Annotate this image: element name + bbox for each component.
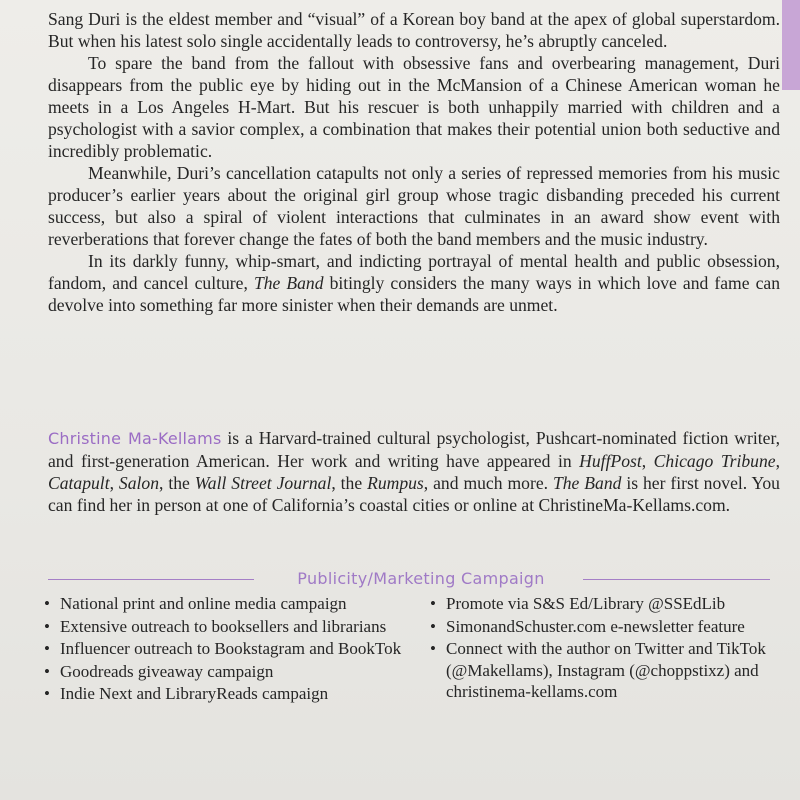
separator: , (109, 473, 119, 493)
separator: , the (159, 473, 195, 493)
list-item: • SimonandSchuster.com e-newsletter feature (428, 616, 778, 638)
publication: Catapult (48, 473, 110, 493)
paragraph-text: In its darkly funny, whip-smart, and indicting portrayal of mental health and public obsession, fandom, and cancel culture, (48, 251, 780, 293)
campaign-list-left (42, 593, 402, 706)
campaign-list-right (428, 593, 778, 704)
separator: , (775, 451, 780, 471)
divider (583, 579, 770, 580)
publication: HuffPost (579, 451, 642, 471)
list-item: • National print and online media campaign (42, 593, 402, 615)
author-bio (48, 427, 780, 516)
description-paragraph: Sang Duri is the eldest member and “visual” of a Korean boy band at the apex of global superstardom. But when his latest solo single accidentally leads to controversy, he’s abruptly canceled. (48, 9, 780, 51)
publication: Chicago Tribune (653, 451, 776, 471)
list-item: • Promote via S&S Ed/Library @SSEdLib (428, 593, 778, 615)
separator: , (641, 451, 654, 471)
divider (48, 579, 254, 580)
campaign-header (48, 566, 770, 592)
paragraph-text: bitingly considers the many ways in which love and fame can devolve into something far more sinister when their demands are unmet. (48, 273, 781, 315)
publication: Rumpus (367, 473, 424, 493)
publication: Wall Street Journal (194, 473, 332, 493)
list-item: • Connect with the author on Twitter and TikTok (@Makellams), Instagram (@choppstixz) and christinema-kellams.com (428, 638, 778, 703)
description-paragraph (48, 250, 780, 316)
book-description (48, 8, 780, 316)
list-item: • Goodreads giveaway campaign (42, 661, 402, 683)
description-paragraph: To spare the band from the fallout with obsessive fans and overbearing management, Duri disappears from the public eye by hiding out in the McMansion of a Chinese American woman he meets in a Los Angeles H-Mart. But his rescuer is both unhappily married with children and a psychologist with a savior complex, a combination that makes their potential union both seductive and incredibly problematic. (48, 53, 780, 161)
bio-text: is a Harvard-trained cultural psychologist, Pushcart-nominated fiction writer, and first-generation American. Her work and writing have appeared in (48, 428, 780, 471)
author-name: Christine Ma-Kellams (48, 429, 222, 448)
bio-text: is her first novel. You can find her in person at one of California’s coastal cities or online at ChristineMa-Kellams.com. (48, 473, 780, 515)
list-item: • Indie Next and LibraryReads campaign (42, 683, 402, 705)
separator: , and much more. (423, 473, 553, 493)
separator: , the (331, 473, 368, 493)
book-title: The Band (552, 473, 622, 493)
publication: Salon (118, 473, 159, 493)
campaign-title: Publicity/Marketing Campaign (297, 569, 545, 588)
book-title: The Band (253, 273, 324, 293)
description-paragraph: Meanwhile, Duri’s cancellation catapults not only a series of repressed memories from his music producer’s earlier years about the original girl group whose tragic disbanding preceded his current success, but also a spiral of violent interactions that culminates in an award show event with reverberations that forever change the fates of both the band members and the music industry. (48, 163, 780, 249)
list-item: • Extensive outreach to booksellers and librarians (42, 616, 402, 638)
list-item: • Influencer outreach to Bookstagram and BookTok (42, 638, 402, 660)
cover-edge (782, 0, 800, 90)
